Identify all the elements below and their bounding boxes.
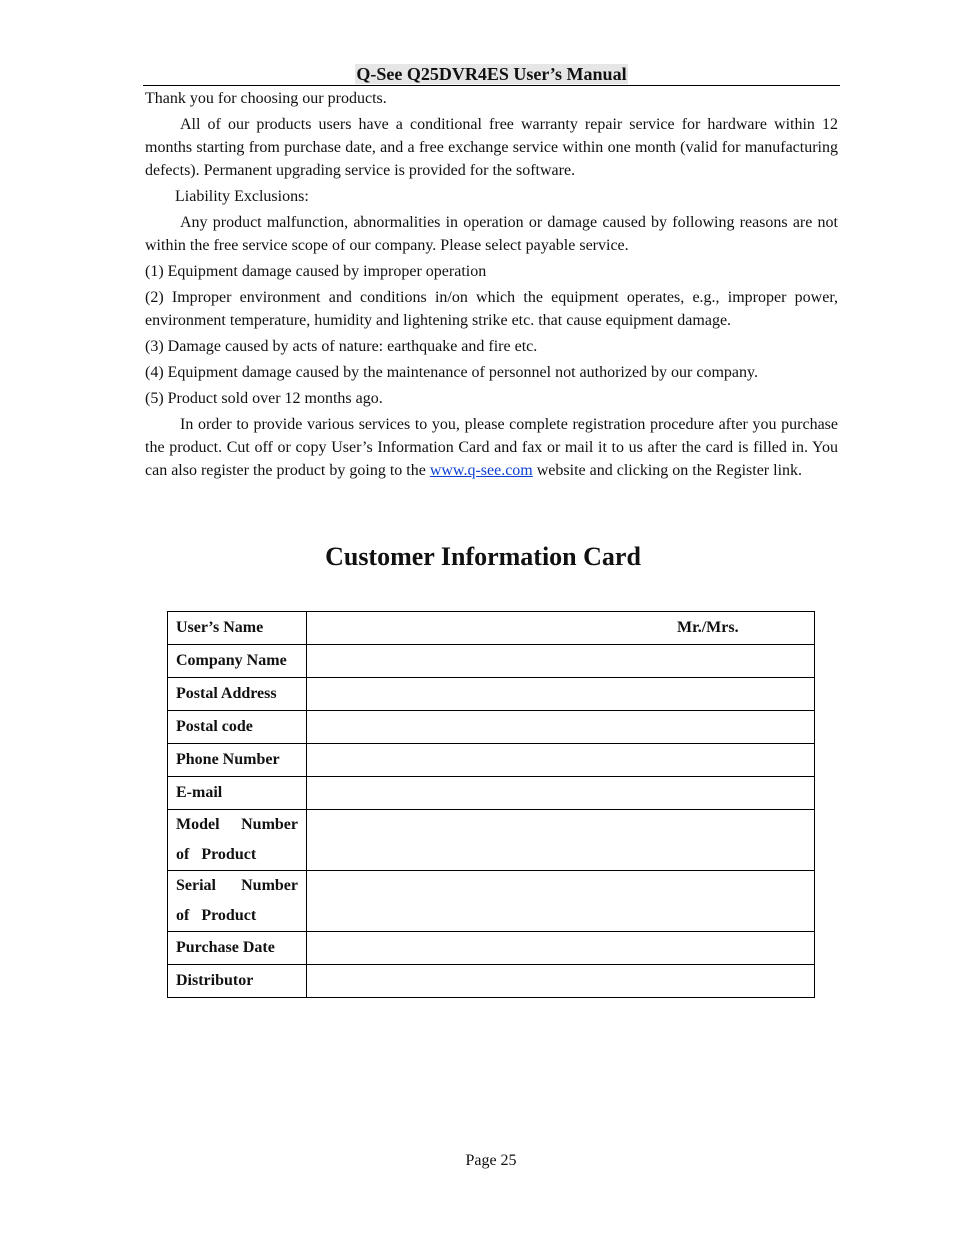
thanks-paragraph: Thank you for choosing our products. [145, 90, 387, 107]
warranty-text [145, 87, 838, 485]
exclusion-item: (3) Damage caused by acts of nature: earthquake and fire etc. [145, 338, 538, 355]
company-name-field[interactable] [307, 645, 815, 678]
model-word: Model [176, 816, 220, 833]
phone-number-field[interactable] [307, 744, 815, 777]
website-link[interactable]: www.q-see.com [429, 462, 533, 479]
exclusion-item: (2) Improper environment and conditions in/on which the equipment operates, e.g., improper power, environment temperature, humidity and lightening strike etc. that cause equipment damage. [145, 289, 838, 329]
warranty-paragraph: All of our products users have a conditional free warranty repair service for hardware within 12 months starting from purchase date, and a free exchange service within one month (valid for manufacturing defects). Permanent upgrading service is provided for the software. [145, 116, 838, 179]
serial-word: Serial [176, 877, 216, 894]
exclusion-item: (1) Equipment damage caused by improper operation [145, 263, 487, 280]
exclusions-heading: Liability Exclusions: [175, 188, 309, 205]
page-number: Page 25 [465, 1152, 517, 1169]
purchase-date-label: Purchase Date [168, 932, 307, 965]
number-word: Number [241, 816, 298, 833]
exclusion-item: (5) Product sold over 12 months ago. [145, 390, 383, 407]
registration-text-end: website and clicking on the Register link. [536, 462, 803, 479]
of-word: of [176, 846, 190, 863]
customer-info-table [167, 611, 815, 998]
page-header-title: Q-See Q25DVR4ES User’s Manual [356, 64, 627, 84]
postal-code-label: Postal code [168, 711, 307, 744]
user-name-label: User’s Name [168, 612, 307, 645]
distributor-label: Distributor [168, 965, 307, 998]
honorific-label: Mr./Mrs. [677, 619, 739, 636]
user-name-field[interactable] [307, 612, 815, 645]
of-word: of [176, 907, 190, 924]
distributor-field[interactable] [307, 965, 815, 998]
phone-number-label: Phone Number [168, 744, 307, 777]
registration-text: In order to provide various services to you, please complete registration procedure after you purchase the product. Cut off or copy User’s Information Card and fax or mail it to us after the card is filled in. You can also register the product by going to the [145, 416, 838, 479]
postal-address-field[interactable] [307, 678, 815, 711]
exclusions-intro: Any product malfunction, abnormalities in operation or damage caused by following reasons are not within the free service scope of our company. Please select payable service. [145, 214, 838, 254]
email-field[interactable] [307, 777, 815, 810]
card-title: Customer Information Card [325, 542, 641, 571]
model-number-field[interactable] [307, 810, 815, 871]
purchase-date-field[interactable] [307, 932, 815, 965]
postal-address-label: Postal Address [168, 678, 307, 711]
header-divider [143, 85, 840, 86]
product-word: Product [201, 846, 257, 863]
company-name-label: Company Name [168, 645, 307, 678]
postal-code-field[interactable] [307, 711, 815, 744]
serial-number-label [168, 871, 307, 932]
serial-number-field[interactable] [307, 871, 815, 932]
number-word: Number [241, 877, 298, 894]
product-word: Product [201, 907, 257, 924]
email-label: E-mail [168, 777, 307, 810]
exclusion-item: (4) Equipment damage caused by the maintenance of personnel not authorized by our company. [145, 364, 758, 381]
model-number-label [168, 810, 307, 871]
registration-paragraph [145, 413, 838, 482]
